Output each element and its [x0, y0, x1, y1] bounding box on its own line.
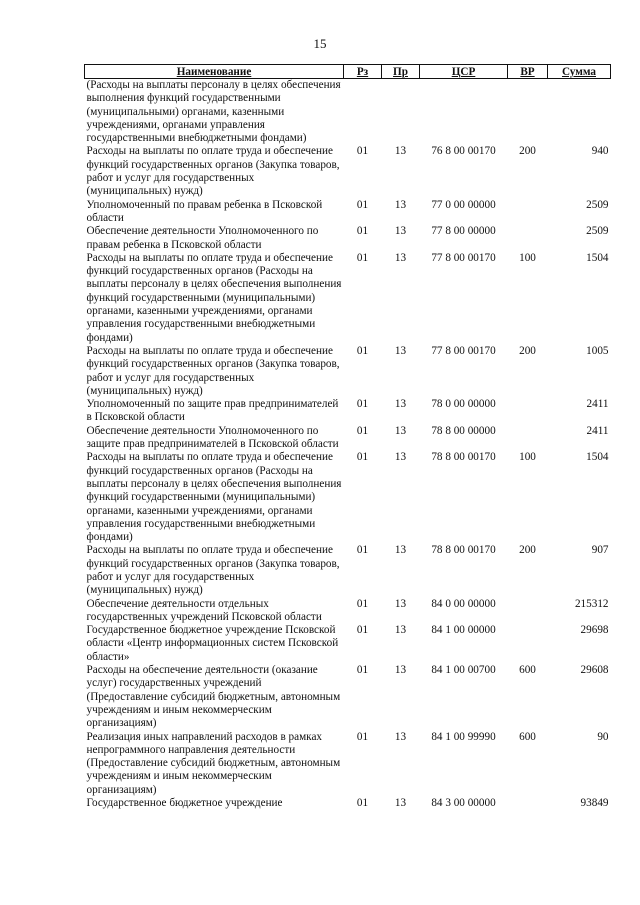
row-csr: 77 8 00 00170: [431, 251, 496, 264]
row-rz: 01: [356, 544, 369, 557]
row-rz: 01: [356, 251, 369, 264]
row-pr: 13: [394, 225, 407, 238]
row-sum: 90: [597, 730, 609, 743]
row-csr: 84 1 00 99990: [431, 730, 496, 743]
row-pr: 13: [394, 145, 407, 158]
table-row: [85, 451, 611, 544]
row-pr: [382, 79, 420, 146]
table-row: [85, 199, 611, 226]
row-rz: 01: [356, 664, 369, 677]
table-row: [85, 731, 611, 797]
header-rz: Рз: [344, 65, 382, 79]
row-csr: [420, 79, 508, 146]
page-number: 15: [313, 36, 327, 51]
row-vr: 600: [519, 730, 536, 743]
row-name: Расходы на выплаты по оплате труда и обеспечение функций государственных органов (Закупка товаров, работ и услуг для государственных (муниципальных) нужд): [86, 145, 340, 198]
row-pr: 13: [394, 251, 407, 264]
row-sum: 907: [591, 544, 609, 557]
row-vr: [508, 199, 548, 226]
row-vr: [508, 79, 548, 146]
header-vr: ВР: [508, 65, 548, 79]
row-pr: 13: [394, 797, 407, 810]
row-name: Обеспечение деятельности Уполномоченного по защите прав предпринимателей в Псковской области: [86, 424, 339, 451]
row-csr: 84 3 00 00000: [431, 797, 496, 810]
table-header-row: [85, 65, 611, 79]
row-name: Реализация иных направлений расходов в рамках непрограммного направления деятельности (Предоставление субсидий бюджетным, автономным учреждениям и иным некоммерческим организациям): [86, 730, 341, 796]
header-sum: Сумма: [548, 65, 611, 79]
row-sum: 1504: [586, 451, 609, 464]
row-vr: [508, 598, 548, 625]
row-rz: 01: [356, 624, 369, 637]
row-pr: 13: [394, 624, 407, 637]
row-name: Расходы на выплаты по оплате труда и обеспечение функций государственных органов (Расходы на выплаты персоналу в целях обеспечения выполнения функций государственными (муниципальными) органами, казенными учреждениями, органами управления государственными внебюджетными фондами): [86, 251, 342, 344]
row-pr: 13: [394, 664, 407, 677]
row-csr: 78 0 00 00000: [431, 398, 496, 411]
row-csr: 84 0 00 00000: [431, 597, 496, 610]
row-name: Расходы на обеспечение деятельности (оказание услуг) государственных учреждений (Предоставление субсидий бюджетным, автономным учреждениям и иным некоммерческим организациям): [86, 664, 341, 730]
row-sum: 2411: [586, 424, 609, 437]
row-rz: [344, 79, 382, 146]
row-rz: 01: [356, 145, 369, 158]
table-row: [85, 79, 611, 146]
row-sum: 29608: [580, 664, 609, 677]
row-sum: [548, 79, 611, 146]
row-pr: 13: [394, 398, 407, 411]
row-rz: 01: [356, 451, 369, 464]
row-name: Расходы на выплаты по оплате труда и обеспечение функций государственных органов (Закупка товаров, работ и услуг для государственных (муниципальных) нужд): [86, 544, 340, 597]
table-row: [85, 345, 611, 398]
row-name: Уполномоченный по правам ребенка в Псковской области: [86, 198, 323, 224]
row-sum: 93849: [580, 797, 609, 810]
row-rz: 01: [356, 344, 369, 357]
row-pr: 13: [394, 544, 407, 557]
row-vr: [508, 624, 548, 664]
table-row: [85, 225, 611, 252]
header-pr: Пр: [382, 65, 420, 79]
row-name: Уполномоченный по защите прав предпринимателей в Псковской области: [86, 398, 339, 424]
row-sum: 29698: [580, 624, 609, 637]
row-csr: 76 8 00 00170: [431, 145, 496, 158]
table-row: [85, 425, 611, 452]
table-row: [85, 664, 611, 730]
row-vr: [508, 797, 548, 810]
row-vr: 100: [519, 451, 536, 464]
row-sum: 2509: [586, 198, 609, 211]
row-rz: 01: [356, 424, 369, 437]
row-sum: 1005: [586, 344, 609, 357]
row-vr: 200: [519, 145, 536, 158]
row-rz: 01: [356, 797, 369, 810]
row-csr: 77 8 00 00170: [431, 344, 496, 357]
row-vr: 200: [519, 344, 536, 357]
row-pr: 13: [394, 424, 407, 437]
row-csr: 77 0 00 00000: [431, 198, 496, 211]
budget-table: [84, 64, 611, 810]
row-csr: 77 8 00 00000: [431, 225, 496, 238]
row-sum: 2509: [586, 225, 609, 238]
row-sum: 940: [591, 145, 609, 158]
row-pr: 13: [394, 451, 407, 464]
row-csr: 78 8 00 00170: [431, 544, 496, 557]
row-name: Расходы на выплаты по оплате труда и обеспечение функций государственных органов (Закупка товаров, работ и услуг для государственных (муниципальных) нужд): [86, 344, 340, 397]
table-row: [85, 544, 611, 597]
row-csr: 84 1 00 00000: [431, 624, 496, 637]
row-name: Обеспечение деятельности Уполномоченного по правам ребенка в Псковской области: [86, 225, 319, 251]
row-rz: 01: [356, 398, 369, 411]
row-rz: 01: [356, 730, 369, 743]
row-csr: 78 8 00 00000: [431, 424, 496, 437]
row-pr: 13: [394, 597, 407, 610]
row-vr: [508, 398, 548, 425]
row-vr: 600: [519, 664, 536, 677]
row-name: (Расходы на выплаты персоналу в целях обеспечения выполнения функций государственными (муниципальными) органами, казенными учреждениями, органами управления государственными внебюджетными фондами): [86, 79, 341, 145]
row-name: Расходы на выплаты по оплате труда и обеспечение функций государственных органов (Расходы на выплаты персоналу в целях обеспечения выполнения функций государственными (муниципальными) органами, казенными учреждениями, органами управления государственными внебюджетными фондами): [86, 451, 342, 544]
row-name: Государственное бюджетное учреждение: [86, 797, 283, 810]
header-csr: ЦСР: [420, 65, 508, 79]
row-rz: 01: [356, 597, 369, 610]
header-name: Наименование: [85, 65, 344, 79]
table-row: [85, 598, 611, 625]
table-row: [85, 797, 611, 810]
row-sum: 215312: [574, 597, 609, 610]
row-vr: 100: [519, 251, 536, 264]
row-csr: 84 1 00 00700: [431, 664, 496, 677]
table-row: [85, 252, 611, 345]
row-pr: 13: [394, 730, 407, 743]
row-rz: 01: [356, 225, 369, 238]
row-pr: 13: [394, 198, 407, 211]
row-name: Обеспечение деятельности отдельных государственных учреждений Псковской области: [86, 597, 322, 623]
row-vr: [508, 225, 548, 252]
row-vr: [508, 425, 548, 452]
table-row: [85, 145, 611, 198]
table-row: [85, 624, 611, 664]
row-sum: 1504: [586, 251, 609, 264]
table-row: [85, 398, 611, 425]
row-rz: 01: [356, 198, 369, 211]
row-vr: 200: [519, 544, 536, 557]
row-sum: 2411: [586, 398, 609, 411]
row-pr: 13: [394, 344, 407, 357]
row-csr: 78 8 00 00170: [431, 451, 496, 464]
row-name: Государственное бюджетное учреждение Псковской области «Центр информационных систем Псковской области»: [86, 624, 339, 663]
